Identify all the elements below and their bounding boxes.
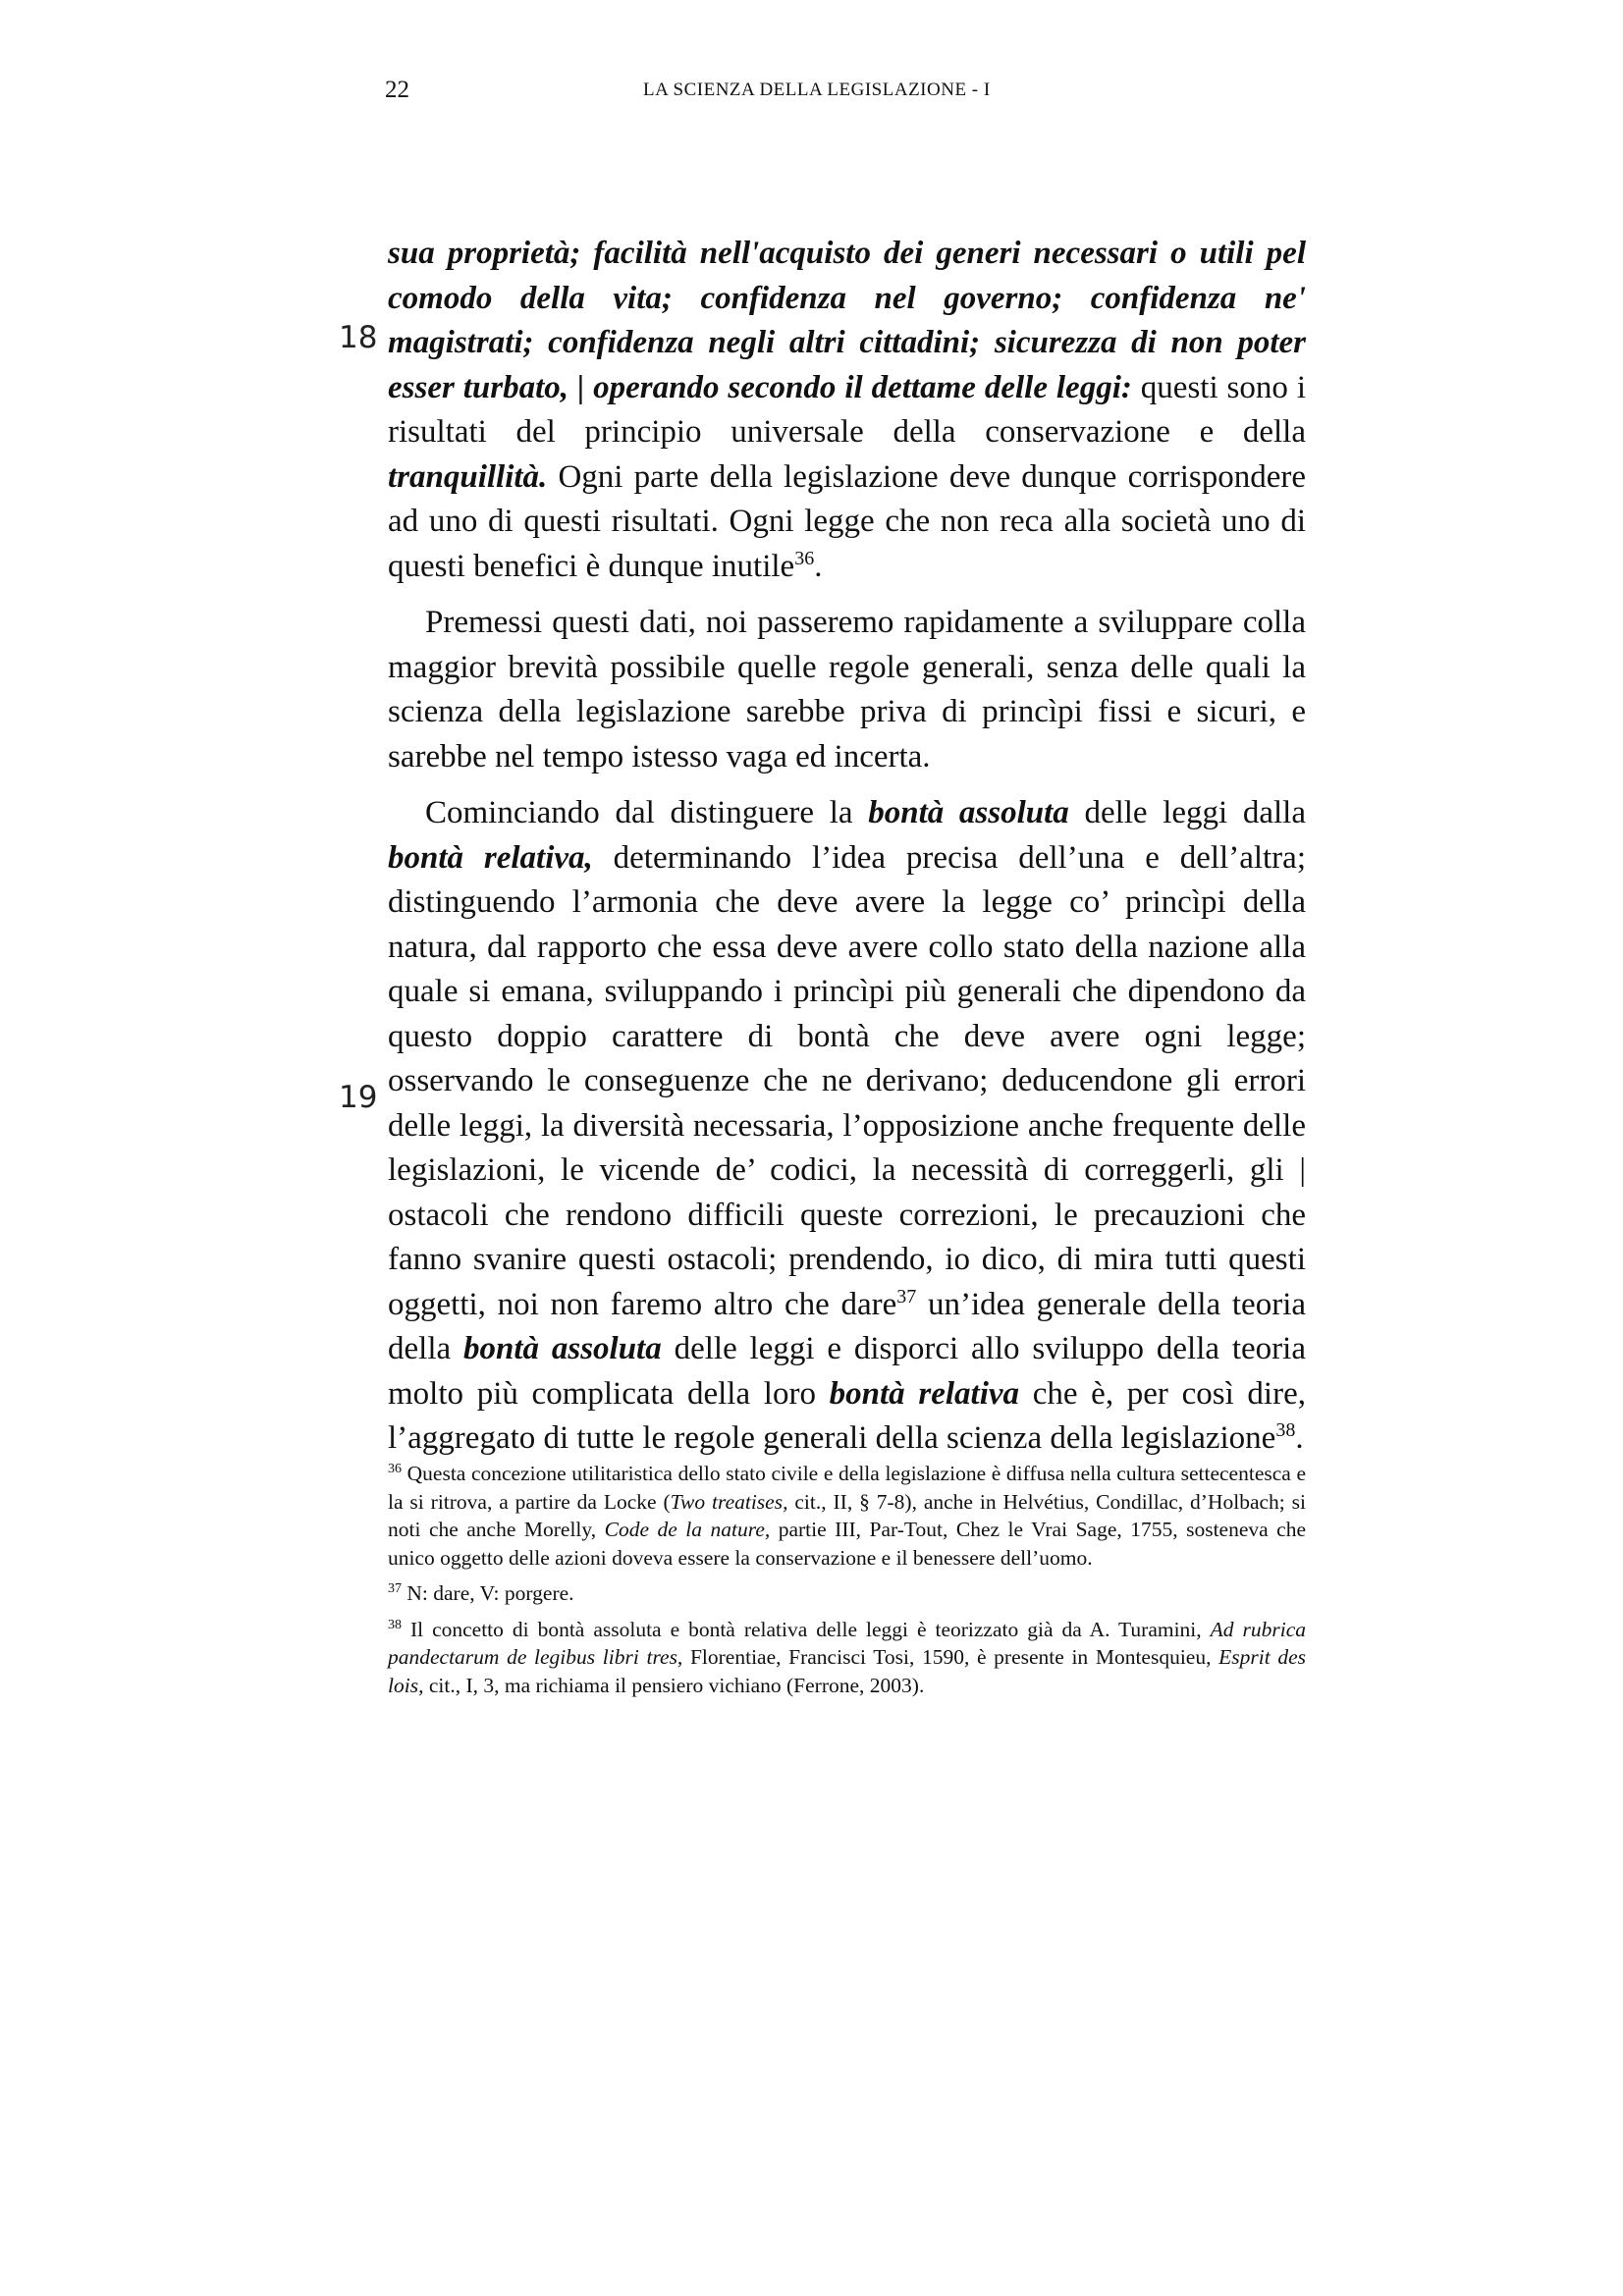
footnote-number: 37 — [388, 1580, 402, 1596]
footnote-37 — [388, 1579, 1306, 1608]
footnote-number: 38 — [388, 1617, 402, 1632]
italic-term: bontà assoluta — [462, 1331, 662, 1366]
text-run: determinando l’idea precisa dell’una e dell’altra; distinguendo l’armonia che deve avere la legge co’ princìpi della natura, dal rapporto che essa deve avere collo stato della nazione alla quale si emana, sviluppando i princìpi più generali che dipendono da questo doppio carattere di bontà che deve avere ogni legge; osservando le conseguenze che ne derivano; deducendone gli errori delle leggi, la diversità necessaria, l’opposizione anche frequente delle legislazioni, le vicende de’ codici, la necessità di correggerli, gli | ostacoli che rendono difficili queste correzioni, le precauzioni che fanno svanire questi ostacoli; prendendo, io dico, di mira tutti questi oggetti, noi non faremo altro che dare — [388, 839, 1306, 1322]
text-run: un’idea generale della teoria della — [388, 1286, 1307, 1366]
text-run: partie III, Par-Tout, Chez le Vrai Sage, 1755, sosteneva che unico oggetto delle azioni doveva essere la conservazione e il benessere dell’uomo. — [388, 1518, 1307, 1570]
paragraph-3 — [388, 791, 1306, 1462]
paragraph-1 — [388, 232, 1306, 589]
text-run: Florentiae, Francisci Tosi, 1590, è presente in Montesquieu, — [682, 1645, 1219, 1669]
italic-term: bontà relativa, — [388, 839, 593, 876]
italic-title: Two treatises, — [670, 1489, 788, 1514]
paragraph-2: Premessi questi dati, noi passeremo rapidamente a sviluppare colla maggior brevità possibile quelle regole generali, senza delle quali la scienza della legislazione sarebbe priva di princìpi fissi e sicuri, e sarebbe nel tempo istesso vaga ed incerta. — [388, 605, 1306, 774]
text-run: Il concetto di bontà assoluta e bontà relativa delle leggi è teorizzato già da A. Turamini, — [402, 1617, 1211, 1641]
main-text — [388, 232, 1306, 1462]
text-run: . — [1295, 1420, 1304, 1456]
italic-title: Code de la nature, — [604, 1518, 771, 1541]
margin-page-ref-19: 19 — [339, 1080, 378, 1115]
text-run: Cominciando dal distinguere la — [425, 795, 869, 830]
text-run: cit., II, § 7-8), anche in Helvétius, Condillac, d’Holbach; si noti che anche Morelly, — [388, 1489, 1307, 1541]
text-run: delle leggi e disporci allo sviluppo della teoria molto più complicata della loro — [388, 1331, 1306, 1412]
text-run: Ogni parte della legislazione deve dunque corrispondere ad uno di questi risultati. Ogni legge che non reca alla società uno di questi benefici è dunque inutile — [388, 458, 1306, 584]
text-run: Questa concezione utilitaristica dello stato civile e della legislazione è diffusa nella cultura settecentesca e la si ritrova, a partire da Locke ( — [388, 1462, 1306, 1514]
footnote-ref-37: 37 — [896, 1285, 917, 1308]
footnotes — [388, 1460, 1306, 1707]
footnote-ref-36: 36 — [794, 547, 815, 569]
footnote-38 — [388, 1616, 1306, 1700]
text-run: N: dare, V: porgere. — [402, 1581, 574, 1605]
italic-title: Esprit des lois, — [388, 1645, 1306, 1697]
footnote-36 — [388, 1460, 1306, 1572]
text-run: delle leggi dalla — [1068, 795, 1307, 830]
italic-term: tranquillità. — [388, 458, 548, 495]
italic-passage: sua proprietà; facilità nell'acquisto dei generi necessari o utili pel comodo della vita; confidenza nel governo; confidenza ne' magistrati; confidenza negli altri cittadini; sicurezza di non poter esser turbato, | operando secondo il dettame delle leggi: — [388, 236, 1306, 405]
footnote-number: 36 — [388, 1461, 402, 1476]
italic-term: bontà relativa — [829, 1375, 1020, 1412]
text-run: cit., I, 3, ma richiama il pensiero vichiano (Ferrone, 2003). — [423, 1673, 925, 1697]
text-run: . — [814, 548, 823, 584]
text-run: che è, per così dire, l’aggregato di tutte le regole generali della scienza della legislazione — [388, 1375, 1306, 1456]
text-run: questi sono i risultati del principio universale della conservazione e della — [388, 369, 1306, 450]
margin-page-ref-18: 18 — [339, 320, 378, 355]
footnote-ref-38: 38 — [1275, 1419, 1296, 1441]
running-title: LA SCIENZA DELLA LEGISLAZIONE - I — [643, 80, 991, 100]
page-number: 22 — [385, 77, 409, 103]
italic-title: Ad rubrica pandectarum de legibus libri tres, — [388, 1617, 1306, 1669]
italic-term: bontà assoluta — [868, 795, 1069, 830]
